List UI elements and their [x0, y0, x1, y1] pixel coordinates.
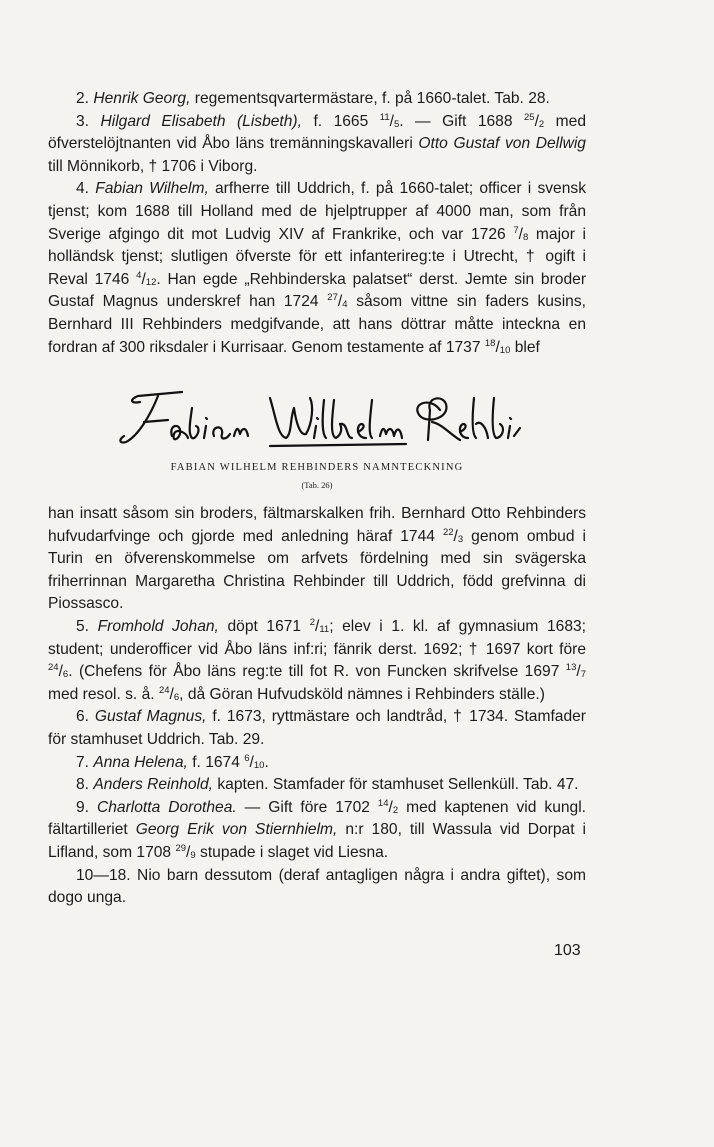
person-name: Hilgard Elisabeth (Lisbeth), [100, 112, 302, 130]
text-top [48, 88, 586, 359]
entry-anders-reinhold: 8. Anders Reinhold, kapten. Stamfader för stamhuset Sellenküll. Tab. 47. [76, 776, 579, 794]
signature-image [110, 388, 524, 458]
text-bottom [48, 503, 586, 910]
page-number: 103 [554, 942, 581, 959]
entry-charlotta-dorothea: 9. Charlotta Dorothea. — Gift före 1702 $^{14}/_2$ med kaptenen vid kungl. fältartilleriet Georg Erik von Stiernhielm, n:r 180, till Wassula vid Dorpat i Lifland, som 1708 $^{29}/_9$ stupade i slaget vid Liesna. [48, 797, 587, 861]
signature-caption: FABIAN WILHELM REHBINDERS NAMNTECKNING [170, 462, 464, 473]
entry-fabian-wilhelm-cont: han insatt såsom sin broders, fältmarskalken frih. Bernhard Otto Rehbinders hufvudarfvinge och gjorde med anledning häraf 1744 $^{22}/_3$ genom ombud i Turin en öfverenskommelse om arfvets fördelning med sin svägerska friherrinnan Margaretha Christina Rehbinder till Uddrich, född grefvinna di Piossasco. [48, 505, 586, 613]
person-name: Otto Gustaf von Dellwig [418, 135, 586, 153]
person-name: Anders Reinhold, [93, 776, 213, 794]
signature-figure [48, 388, 586, 496]
person-name: Gustaf Magnus, [94, 708, 207, 726]
entry-fromhold-johan: 5. Fromhold Johan, döpt 1671 $^2/_{11}$; elev i 1. kl. af gymnasium 1683; student; underofficer vid Åbo läns inf:ri; fänrik derst. 1692; † 1697 kort före $^{24}/_6$. (Chefens för Åbo läns reg:te till fot R. von Funcken skrifvelse 1697 $^{13}/_7$ med resol. s. å. $^{24}/_6$, då Göran Hufvudsköld nämnes i Rehbinders ställe.) [48, 616, 587, 703]
person-name: Charlotta Dorothea. [96, 798, 237, 816]
entry-fabian-wilhelm: 4. Fabian Wilhelm, arfherre till Uddrich, f. på 1660-talet; officer i svensk tjenst; kom 1688 till Holland med de hjelptrupper af 4000 man, som från Sverige afgingo dit mot Ludvig XIV af Frankrike, och var 1726 $^7/_8$ major i holländsk tjenst; slutligen öfverste för ett infanterireg:te i Utrecht, † ogift i Reval 1746 $^4/_{12}$. Han egde „Rehbinderska palatset“ derst. Jemte sin broder Gustaf Magnus underskref han 1724 $^{27}/_4$ såsom vittne sin faders kusins, Bernhard III Rehbinders medgifvande, att hans döttrar måtte inteckna en fordran af 300 riksdaler i Kurrisaar. Genom testamente af 1737 $^{18}/_{10}$ blef [48, 180, 587, 356]
person-name: Anna Helena, [93, 753, 188, 771]
entry-hilgard-elisabeth: 3. Hilgard Elisabeth (Lisbeth), f. 1665 $^{11}/_5$. — Gift 1688 $^{25}/_2$ med öfverstelöjtnanten vid Åbo läns tremänningskavalleri Otto Gustaf von Dellwig till Mönnikorb, † 1706 i Viborg. [48, 111, 587, 175]
entry-anna-helena: 7. Anna Helena, f. 1674 $^6/_{10}$. [76, 752, 269, 771]
person-name: Georg Erik von Stiernhielm, [135, 821, 338, 839]
person-name: Henrik Georg, [93, 90, 191, 107]
person-name: Fromhold Johan, [97, 617, 219, 635]
signature-tab-ref: (Tab. 26) [301, 480, 333, 490]
entry-remaining-children: 10—18. Nio barn dessutom (deraf antagligen några i andra giftet), som dogo unga. [48, 866, 586, 907]
entry-gustaf-magnus: 6. Gustaf Magnus, f. 1673, ryttmästare och landtråd, † 1734. Stamfader för stamhuset Uddrich. Tab. 29. [48, 708, 586, 748]
person-name: Fabian Wilhelm, [95, 180, 209, 198]
entry-henrik-georg: 2. Henrik Georg, regementsqvartermästare, f. på 1660-talet. Tab. 28. [76, 90, 550, 107]
